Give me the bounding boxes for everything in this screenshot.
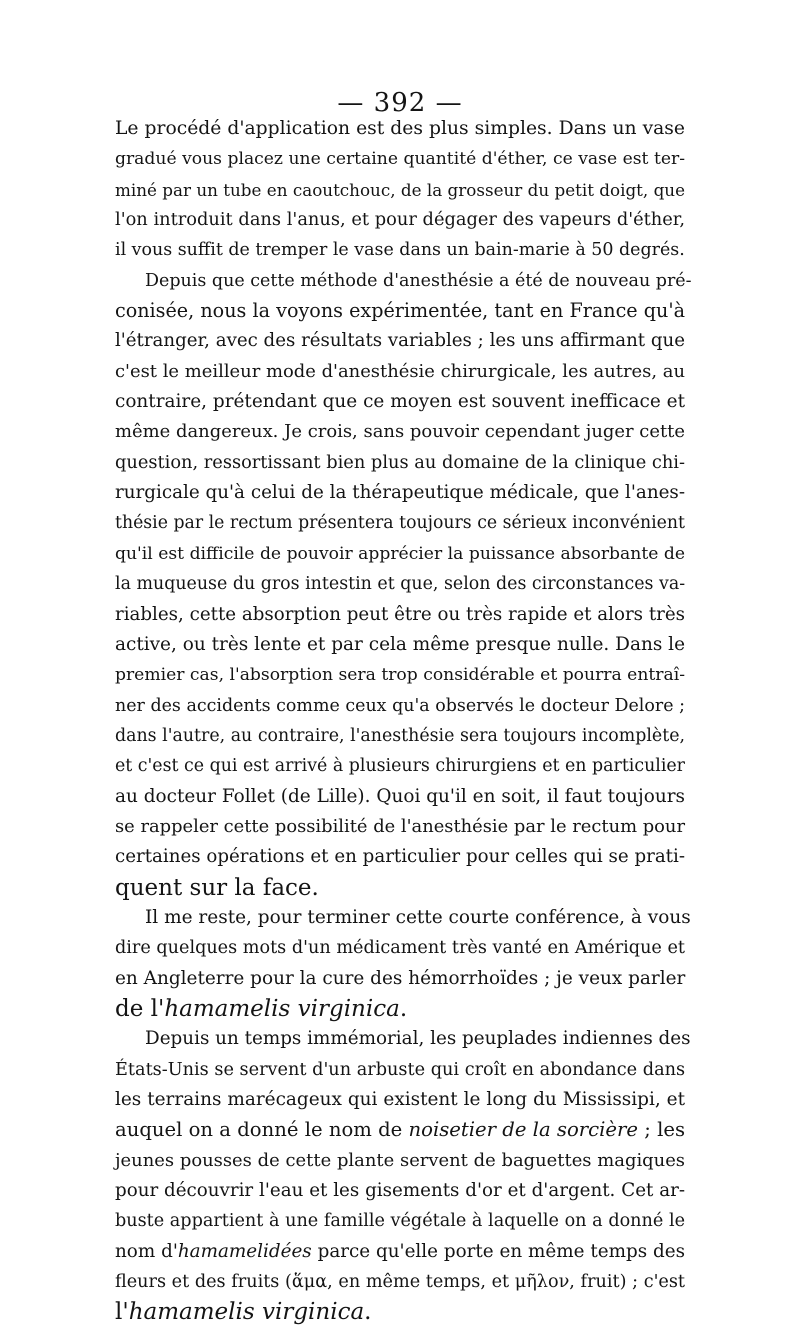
text-line: active, ou très lente et par cela même presque nulle. Dans le <box>115 633 685 655</box>
text-line: même dangereux. Je crois, sans pouvoir cependant juger cette <box>115 421 685 443</box>
text-line: qu'il est difficile de pouvoir apprécier la puissance absorbante de <box>115 543 685 564</box>
text-fragment: . <box>364 1299 372 1326</box>
text-line: la muqueuse du gros intestin et que, selon des circonstances va- <box>115 574 686 595</box>
text-line: dans l'autre, au contraire, l'anesthésie sera toujours incomplète, <box>115 725 685 746</box>
text-line: contraire, prétendant que ce moyen est souvent inefficace et <box>115 391 685 413</box>
text-line: Depuis que cette méthode d'anesthésie a été de nouveau pré- <box>145 270 692 291</box>
text-line: États-Unis se servent d'un arbuste qui croît en abondance dans <box>115 1059 686 1080</box>
page-number: — 392 — <box>337 88 463 118</box>
text-line: buste appartient à une famille végétale à laquelle on a donné le <box>115 1211 685 1232</box>
text-line: se rappeler cette possibilité de l'anesthésie par le rectum pour <box>115 815 685 837</box>
text-line <box>115 1115 685 1145</box>
text-line: premier cas, l'absorption sera trop considérable et pourra entraî- <box>115 665 685 686</box>
text-line: Depuis un temps immémorial, les peuplades indiennes des <box>145 1028 691 1050</box>
text-line: rurgicale qu'à celui de la thérapeutique médicale, que l'anes- <box>115 482 685 504</box>
text-line: Il me reste, pour terminer cette courte conférence, à vous <box>145 906 691 928</box>
text-line: il vous suffit de tremper le vase dans un bain-marie à 50 degrés. <box>115 240 685 261</box>
italic-term: hamamelidées <box>177 1240 312 1262</box>
text-line <box>115 1297 685 1327</box>
text-line: miné par un tube en caoutchouc, de la grosseur du petit doigt, que <box>115 179 685 200</box>
text-line <box>115 994 685 1024</box>
text-line: ner des accidents comme ceux qu'a observés le docteur Delore ; <box>115 695 685 716</box>
text-line: thésie par le rectum présentera toujours ce sérieux inconvénient <box>115 513 685 534</box>
italic-term: hamamelis virginica <box>164 995 400 1022</box>
text-line: jeunes pousses de cette plante servent de baguettes magiques <box>115 1149 685 1171</box>
text-fragment: ; les <box>637 1118 686 1142</box>
text-line: l'étranger, avec des résultats variables ; les uns affirmant que <box>115 330 685 352</box>
text-line: pour découvrir l'eau et les gisements d'or et d'argent. Cet ar- <box>115 1180 685 1202</box>
text-line: Le procédé d'application est des plus simples. Dans un vase <box>115 118 685 139</box>
text-fragment: auquel on a donné le nom de <box>115 1118 409 1142</box>
text-fragment: . <box>399 995 408 1022</box>
body-text <box>115 114 692 1328</box>
italic-term: hamamelis virginica <box>128 1299 365 1326</box>
text-line: quent sur la face. <box>115 874 319 901</box>
text-line: les terrains marécageux qui existent le long du Mississipi, et <box>115 1089 685 1110</box>
text-fragment: de l' <box>115 995 165 1022</box>
italic-term: noisetier de la sorcière <box>408 1118 638 1142</box>
text-line: question, ressortissant bien plus au domaine de la clinique chi- <box>115 451 685 473</box>
text-line: riables, cette absorption peut être ou très rapide et alors très <box>115 603 685 625</box>
text-line: en Angleterre pour la cure des hémorrhoïdes ; je veux parler <box>115 967 686 989</box>
text-line: fleurs et des fruits (ἅμα, en même temps, et μῆλον, fruit) ; c'est <box>115 1272 685 1293</box>
text-line: dire quelques mots d'un médicament très vanté en Amérique et <box>115 938 685 959</box>
text-line: gradué vous placez une certaine quantité d'éther, ce vase est ter- <box>115 149 685 170</box>
text-fragment: l' <box>115 1299 129 1326</box>
text-fragment: parce qu'elle porte en même temps des <box>311 1240 685 1262</box>
text-line <box>115 1237 685 1267</box>
text-line: au docteur Follet (de Lille). Quoi qu'il en soit, il faut toujours <box>115 785 685 807</box>
text-fragment: nom d' <box>115 1240 178 1262</box>
text-line: conisée, nous la voyons expérimentée, tant en France qu'à <box>115 299 685 323</box>
text-line: certaines opérations et en particulier pour celles qui se prati- <box>115 846 685 868</box>
text-line: et c'est ce qui est arrivé à plusieurs chirurgiens et en particulier <box>115 756 685 777</box>
text-line: l'on introduit dans l'anus, et pour dégager des vapeurs d'éther, <box>115 209 685 231</box>
text-line: c'est le meilleur mode d'anesthésie chirurgicale, les autres, au <box>115 360 685 382</box>
